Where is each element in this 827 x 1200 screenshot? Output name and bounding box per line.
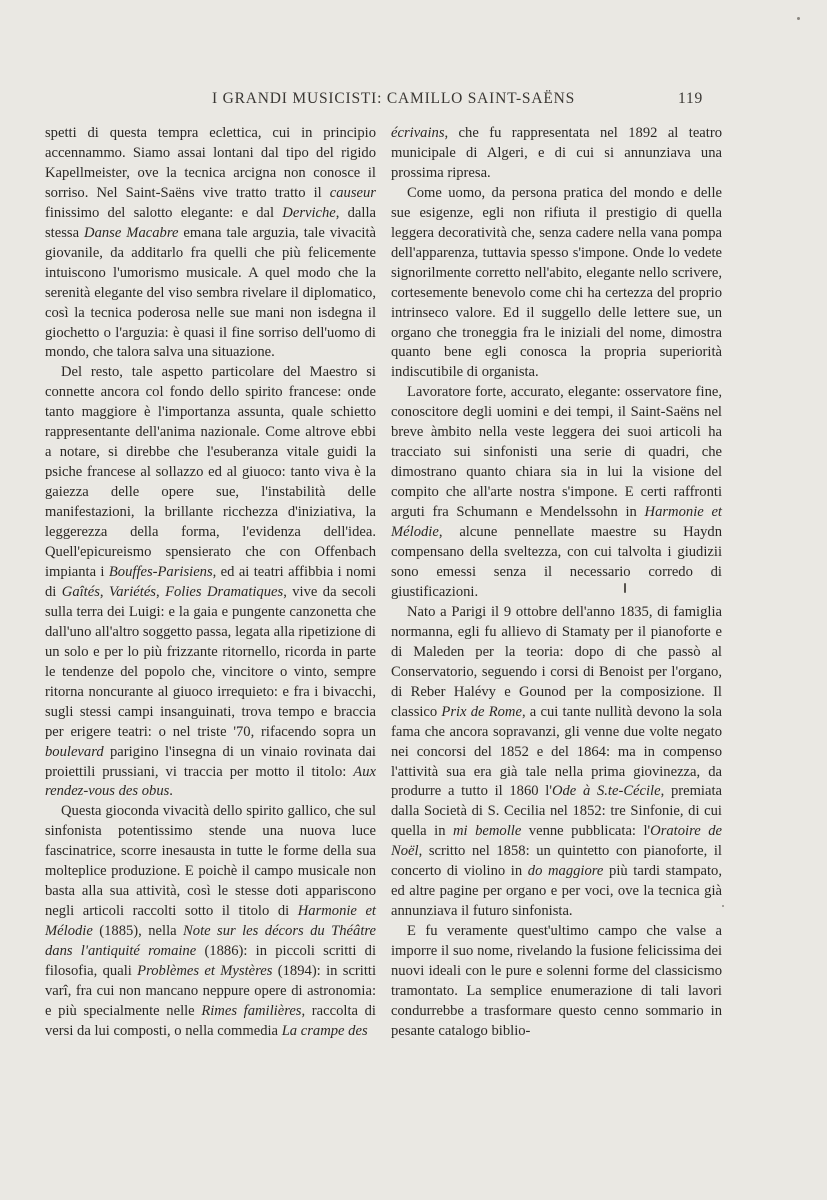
paragraph: Nato a Parigi il 9 ottobre dell'anno 1835, di famiglia normanna, egli fu allievo di Stamaty per il pianoforte e di Maleden per la teoria: dopo di che passò al Conservatorio, seguendo i corsi di Benoist per l'organo, di Reber Halévy e Gounod per la composizione. Il classico Prix de Rome, a cui tante nullità devono la sola fama che ancora sopravanzi, gli venne due volte negato nei concorsi del 1852 e del 1864: ma in compenso l'attività sua era già tale nella prima giovinezza, da produrre a tutto il 1860 l'Ode à S.te-Cécile, premiata dalla Società di S. Cecilia nel 1852: tre Sinfonie, di cui quella in mi bemolle venne pubblicata: l'Oratoire de Noël, scritto nel 1858: un quintetto con pianoforte, il concerto di violino in do maggiore più tardi stampato, ed altre pagine per organo e per voci, ove la tecnica già annunziava il futuro sinfonista.: [391, 603, 722, 920]
paper-speck: [722, 905, 724, 907]
paper-speck: [624, 583, 626, 593]
page-number: 119: [678, 90, 704, 107]
paragraph: Questa gioconda vivacità dello spirito gallico, che sul sinfonista potentissimo stende una nuova luce fascinatrice, scorre inesausta in tutte le forme della sua molteplice produzione. E poichè il campo musicale non basta alla sua attività, così le stesse doti appariscono negli articoli raccolti sotto il titolo di Harmonie et Mélodie (1885), nella Note sur les décors du Théâtre dans l'antiquité romaine (1886): in piccoli scritti di filosofia, quali Problèmes et Mystères (1894): in scritti varî, fra cui non mancano neppure opere di astronomia: e più specialmente nelle Rimes familières, raccolta di versi da lui composti, o nella commedia La crampe des: [45, 803, 377, 1039]
paragraph: Del resto, tale aspetto particolare del Maestro si connette ancora col fondo dello spirito francese: onde tanto maggiore è l'importanza assunta, quale schietto rappresentante dell'anima nazionale. Come altrove ebbi a notare, si direbbe che l'esuberanza vitale guidi la psiche francese al sollazzo ed al giuoco: tanto viva è la gaiezza delle opere sue, l'instabilità delle manifestazioni, la brillante ricchezza d'iniziativa, la leggerezza della forma, l'evidenza dell'idea. Quell'epicureismo spensierato che con Offenbach impianta i Bouffes-Parisiens, ed ai teatri affibbia i nomi di Gaîtés, Variétés, Folies Dramatiques, vive da secoli sulla terra dei Luigi: e la gaia e pungente canzonetta che dall'uno all'altro soggetto passa, legata alla ripetizione di un solo e per lo più frizzante ritornello, ricorda in parte le tendenze del popolo che, vincitore o vinto, sempre ritorna noncurante al giuoco irrequieto: e fra i bivacchi, sugli stessi campi insanguinati, trova tempo e braccia per erigere teatri: o nel triste '70, rifacendo sopra un boulevard parigino l'insegna di un vinaio rovinata dai proiettili prussiani, vi traccia per motto il titolo: Aux rendez-vous des obus.: [45, 364, 377, 800]
running-head: [0, 90, 827, 110]
paper-speck: [797, 17, 800, 20]
paragraph: Come uomo, da persona pratica del mondo e delle sue esigenze, egli non rifiuta il prestigio di quella leggera decoratività che, senza cadere nella vana pompa dell'apparenza, tuttavia spesso s'impone. Onde lo vedete signorilmente corretto nell'abito, elegante nello scrivere, cortesemente benevolo come chi ha certezza del proprio intrinseco valore. Ed il suggello delle lettere sue, un organo che troneggia fra le iniziali del nome, dimostra quanto bene egli conosca la propria superiorità indiscutibile di organista.: [391, 184, 722, 381]
right-column: [391, 124, 722, 1042]
running-title: I GRANDI MUSICISTI: CAMILLO SAINT-SAËNS: [212, 90, 576, 107]
paragraph: spetti di questa tempra eclettica, cui in principio accennammo. Siamo assai lontani dal tipo del rigido Kapellmeister, ove la tecnica arcigna non conosce il sorriso. Nel Saint-Saëns vive tratto tratto il causeur finissimo del salotto elegante: e dal Derviche, dalla stessa Danse Macabre emana tale arguzia, tale vivacità giovanile, da additarlo fra quelli che più felicemente intuiscono l'umorismo musicale. A quel modo che la serenità elegante del viso sembra rivelare il diplomatico, così la tecnica poderosa nelle sue mani non isdegna il giochetto o l'arguzia: è quasi il fine sorriso dell'uomo di mondo, che talora salva una situazione.: [45, 125, 377, 361]
left-column: [45, 124, 376, 1042]
paragraph: Lavoratore forte, accurato, elegante: osservatore fine, conoscitore degli uomini e dei tempi, il Saint-Saëns nel breve àmbito nella veste leggera dei suoi articoli ha tracciato sui sinfonisti una serie di quadri, che dimostrano quanto chiara sia in lui la visione del compito che all'arte nostra s'impone. E certi raffronti arguti fra Schumann e Mendelssohn in Harmonie et Mélodie, alcune pennellate maestre su Haydn compensano della sveltezza, con cui talvolta i giudizii sono emessi senza il necessario corredo di giustificazioni.: [391, 384, 722, 600]
paragraph: E fu veramente quest'ultimo campo che valse a imporre il suo nome, rivelando la fusione felicissima dei nuovi ideali con le pure e solenni forme del classicismo tramontato. La semplice enumerazione di tali lavori condurrebbe a trasformare questo cenno sommario in pesante catalogo biblio-: [391, 923, 722, 1039]
paragraph: écrivains, che fu rappresentata nel 1892 al teatro municipale di Algeri, e di cui si annunziava una prossima ripresa.: [391, 125, 722, 181]
